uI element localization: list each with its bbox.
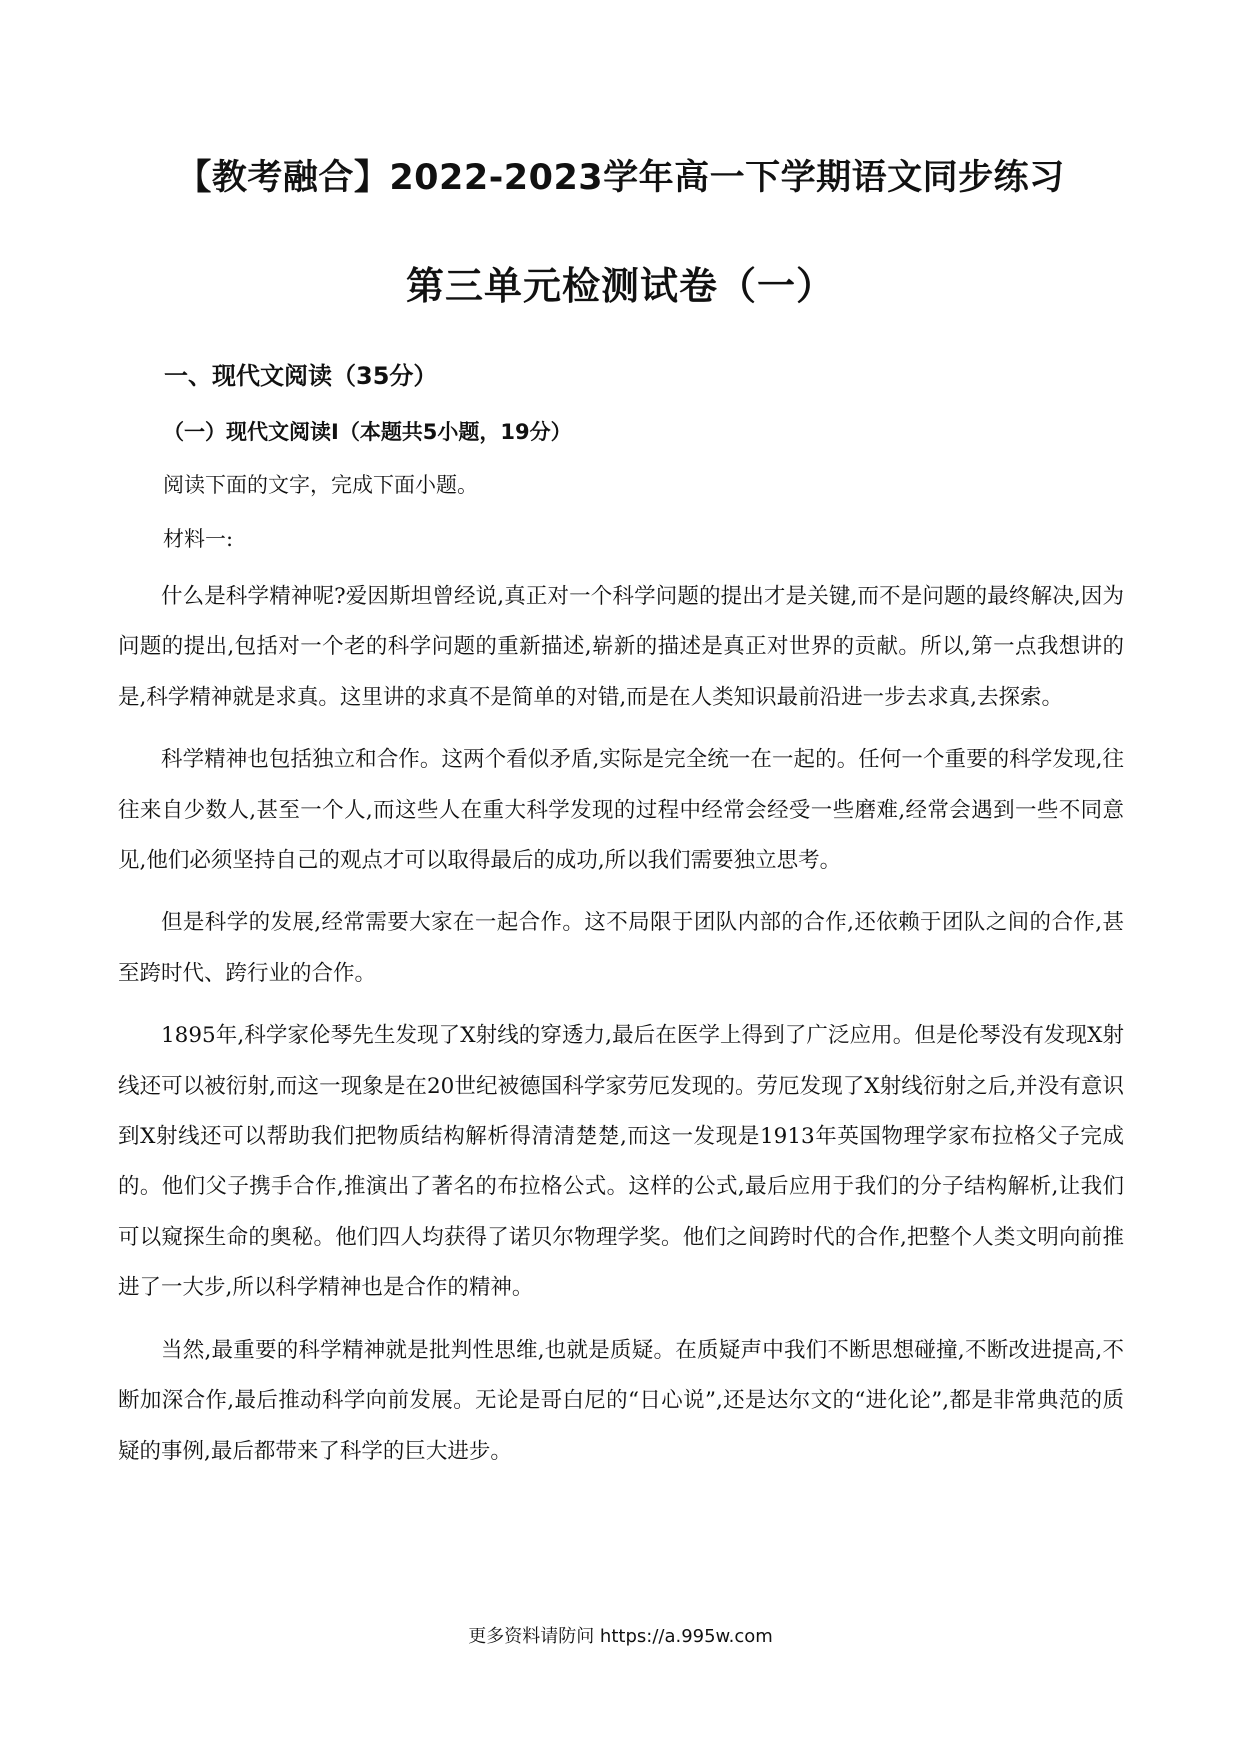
section-heading: 一、现代文阅读（35分） <box>164 362 438 390</box>
instruction-text: 阅读下面的文字，完成下面小题。 <box>163 473 478 497</box>
paragraph: 当然,最重要的科学精神就是批判性思维,也就是质疑。在质疑声中我们不断思想碰撞,不断改进提高,不断加深合作,最后推动科学向前发展。无论是哥白尼的“日心说”,还是达尔文的“进化论”,都是非常典范的质疑的事例,最后都带来了科学的巨大进步。 <box>118 1337 1124 1464</box>
paragraph: 科学精神也包括独立和合作。这两个看似矛盾,实际是完全统一在一起的。任何一个重要的科学发现,往往来自少数人,甚至一个人,而这些人在重大科学发现的过程中经常会经受一些磨难,经常会遇到一些不同意见,他们必须坚持自己的观点才可以取得最后的成功,所以我们需要独立思考。 <box>118 747 1124 874</box>
material-label: 材料一: <box>163 527 234 551</box>
sub-heading: （一）现代文阅读Ⅰ（本题共5小题，19分） <box>163 420 572 444</box>
document-title: 【教考融合】2022-2023学年高一下学期语文同步练习 <box>176 158 1065 198</box>
paragraph: 1895年,科学家伦琴先生发现了X射线的穿透力,最后在医学上得到了广泛应用。但是伦琴没有发现X射线还可以被衍射,而这一现象是在20世纪被德国科学家劳厄发现的。劳厄发现了X射线衍射之后,并没有意识到X射线还可以帮助我们把物质结构解析得清清楚楚,而这一发现是1913年英国物理学家布拉格父子完成的。他们父子携手合作,推演出了著名的布拉格公式。这样的公式,最后应用于我们的分子结构解析,让我们可以窥探生命的奥秘。他们四人均获得了诺贝尔物理学奖。他们之间跨时代的合作,把整个人类文明向前推进了一大步,所以科学精神也是合作的精神。 <box>118 1023 1124 1301</box>
reading-passage <box>118 572 1124 1477</box>
document-subtitle: 第三单元检测试卷（一） <box>405 264 835 308</box>
paragraph: 但是科学的发展,经常需要大家在一起合作。这不局限于团队内部的合作,还依赖于团队之间的合作,甚至跨时代、跨行业的合作。 <box>118 910 1124 986</box>
footer-link-text: 更多资料请防问 https://a.995w.com <box>468 1626 773 1647</box>
paragraph: 什么是科学精神呢?爱因斯坦曾经说,真正对一个科学问题的提出才是关键,而不是问题的最终解决,因为问题的提出,包括对一个老的科学问题的重新描述,崭新的描述是真正对世界的贡献。所以,第一点我想讲的是,科学精神就是求真。这里讲的求真不是简单的对错,而是在人类知识最前沿进一步去求真,去探索。 <box>118 584 1124 710</box>
